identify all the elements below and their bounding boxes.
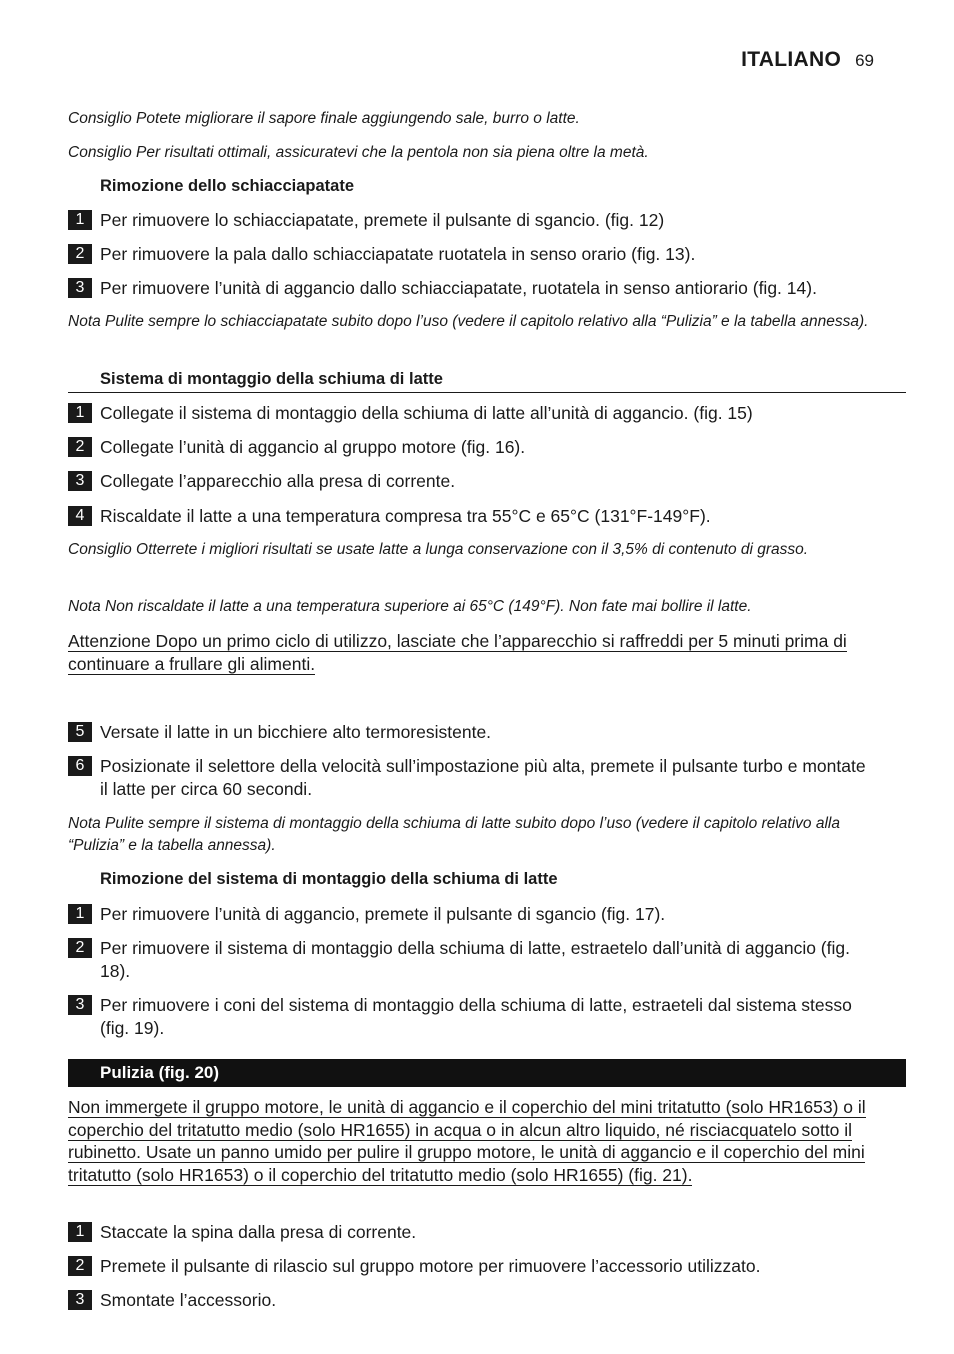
section-heading: Rimozione dello schiacciapatate — [100, 177, 354, 195]
step-text: Premete il pulsante di rilascio sul gruppo motore per rimuovere l’accessorio utilizzato. — [100, 1256, 761, 1276]
section-heading: Rimozione del sistema di montaggio della schiuma di latte — [100, 870, 558, 888]
warning-underlined-text: Attenzione Dopo un primo ciclo di utilizzo, lasciate che l’apparecchio si raffreddi per 5 minuti prima di continuare a frullare gli alimenti. — [68, 631, 847, 674]
step-text: Smontate l’accessorio. — [100, 1290, 277, 1310]
page-number: 69 — [855, 51, 874, 70]
step-text: Per rimuovere la pala dallo schiacciapatate ruotatela in senso orario (fig. 13). — [100, 244, 696, 264]
step-number: 1 — [68, 210, 92, 230]
step-number: 2 — [68, 244, 92, 264]
step-item — [68, 755, 874, 800]
step-text: Per rimuovere l’unità di aggancio, premete il pulsante di sgancio (fig. 17). — [100, 904, 666, 924]
language-label: ITALIANO — [741, 48, 842, 71]
step-number: 1 — [68, 403, 92, 423]
step-item — [68, 903, 874, 926]
step-number: 1 — [68, 1222, 92, 1242]
step-number: 1 — [68, 904, 92, 924]
step-number: 3 — [68, 278, 92, 298]
step-item — [68, 937, 874, 982]
step-item — [68, 243, 874, 266]
note-text: Nota Non riscaldate il latte a una temperatura superiore ai 65°C (149°F). Non fate mai bollire il latte. — [68, 598, 752, 615]
step-number: 3 — [68, 1290, 92, 1310]
step-number: 2 — [68, 437, 92, 457]
step-text: Riscaldate il latte a una temperatura compresa tra 55°C e 65°C (131°F-149°F). — [100, 506, 711, 526]
step-item — [68, 721, 874, 744]
step-number: 3 — [68, 995, 92, 1015]
step-text: Collegate l’apparecchio alla presa di corrente. — [100, 471, 456, 491]
step-item — [68, 470, 874, 493]
warning-underlined-text: Non immergete il gruppo motore, le unità di aggancio e il coperchio del mini tritatutto (solo HR1653) o il coperchio del tritatutto medio (solo HR1655) in acqua o in alcun altro liquido, né risciacquatelo sotto il rubinetto. Usate un panno umido per pulire il gruppo motore, le unità di aggancio e il coperchio del mini tritatutto (solo HR1653) o il coperchio del tritatutto medio (solo HR1655) (fig. 21). — [68, 1097, 866, 1185]
step-item — [68, 436, 874, 459]
section-heading: Sistema di montaggio della schiuma di latte — [68, 368, 906, 393]
step-item — [68, 277, 874, 300]
note-text: Nota Pulite sempre il sistema di montaggio della schiuma di latte subito dopo l’uso (vedere il capitolo relativo alla “Pulizia” e la tabella annessa). — [68, 815, 840, 854]
step-text: Per rimuovere il sistema di montaggio della schiuma di latte, estraetelo dall’unità di aggancio (fig. 18). — [100, 938, 850, 981]
step-number: 3 — [68, 471, 92, 491]
warning-text — [68, 1096, 874, 1186]
step-item — [68, 209, 874, 232]
step-text: Staccate la spina dalla presa di corrente. — [100, 1222, 417, 1242]
step-text: Per rimuovere lo schiacciapatate, premete il pulsante di sgancio. (fig. 12) — [100, 210, 665, 230]
step-number: 5 — [68, 722, 92, 742]
page-header — [741, 48, 874, 72]
step-text: Collegate l’unità di aggancio al gruppo motore (fig. 16). — [100, 437, 526, 457]
warning-text — [68, 630, 874, 675]
step-item — [68, 994, 874, 1039]
step-item — [68, 1255, 874, 1278]
step-item — [68, 1221, 874, 1244]
step-text: Posizionate il selettore della velocità sull’impostazione più alta, premete il pulsante turbo e montate il latte per circa 60 secondi. — [100, 756, 866, 799]
note-text: Nota Pulite sempre lo schiacciapatate subito dopo l’uso (vedere il capitolo relativo alla “Pulizia” e la tabella annessa). — [68, 313, 869, 330]
step-text: Collegate il sistema di montaggio della schiuma di latte all’unità di aggancio. (fig. 15) — [100, 403, 753, 423]
tip-text: Consiglio Potete migliorare il sapore finale aggiungendo sale, burro o latte. — [68, 110, 580, 127]
tip-text: Consiglio Otterrete i migliori risultati se usate latte a lunga conservazione con il 3,5% di contenuto di grasso. — [68, 541, 809, 558]
step-text: Versate il latte in un bicchiere alto termoresistente. — [100, 722, 492, 742]
step-number: 2 — [68, 938, 92, 958]
step-item — [68, 1289, 874, 1312]
step-text: Per rimuovere l’unità di aggancio dallo schiacciapatate, ruotatela in senso antiorario (fig. 14). — [100, 278, 817, 298]
section-heading-bar: Pulizia (fig. 20) — [68, 1059, 906, 1087]
step-number: 2 — [68, 1256, 92, 1276]
step-number: 4 — [68, 506, 92, 526]
step-text: Per rimuovere i coni del sistema di montaggio della schiuma di latte, estraeteli dal sistema stesso (fig. 19). — [100, 995, 852, 1038]
step-item — [68, 402, 874, 425]
step-item — [68, 505, 874, 528]
tip-text: Consiglio Per risultati ottimali, assicuratevi che la pentola non sia piena oltre la metà. — [68, 144, 649, 161]
step-number: 6 — [68, 756, 92, 776]
